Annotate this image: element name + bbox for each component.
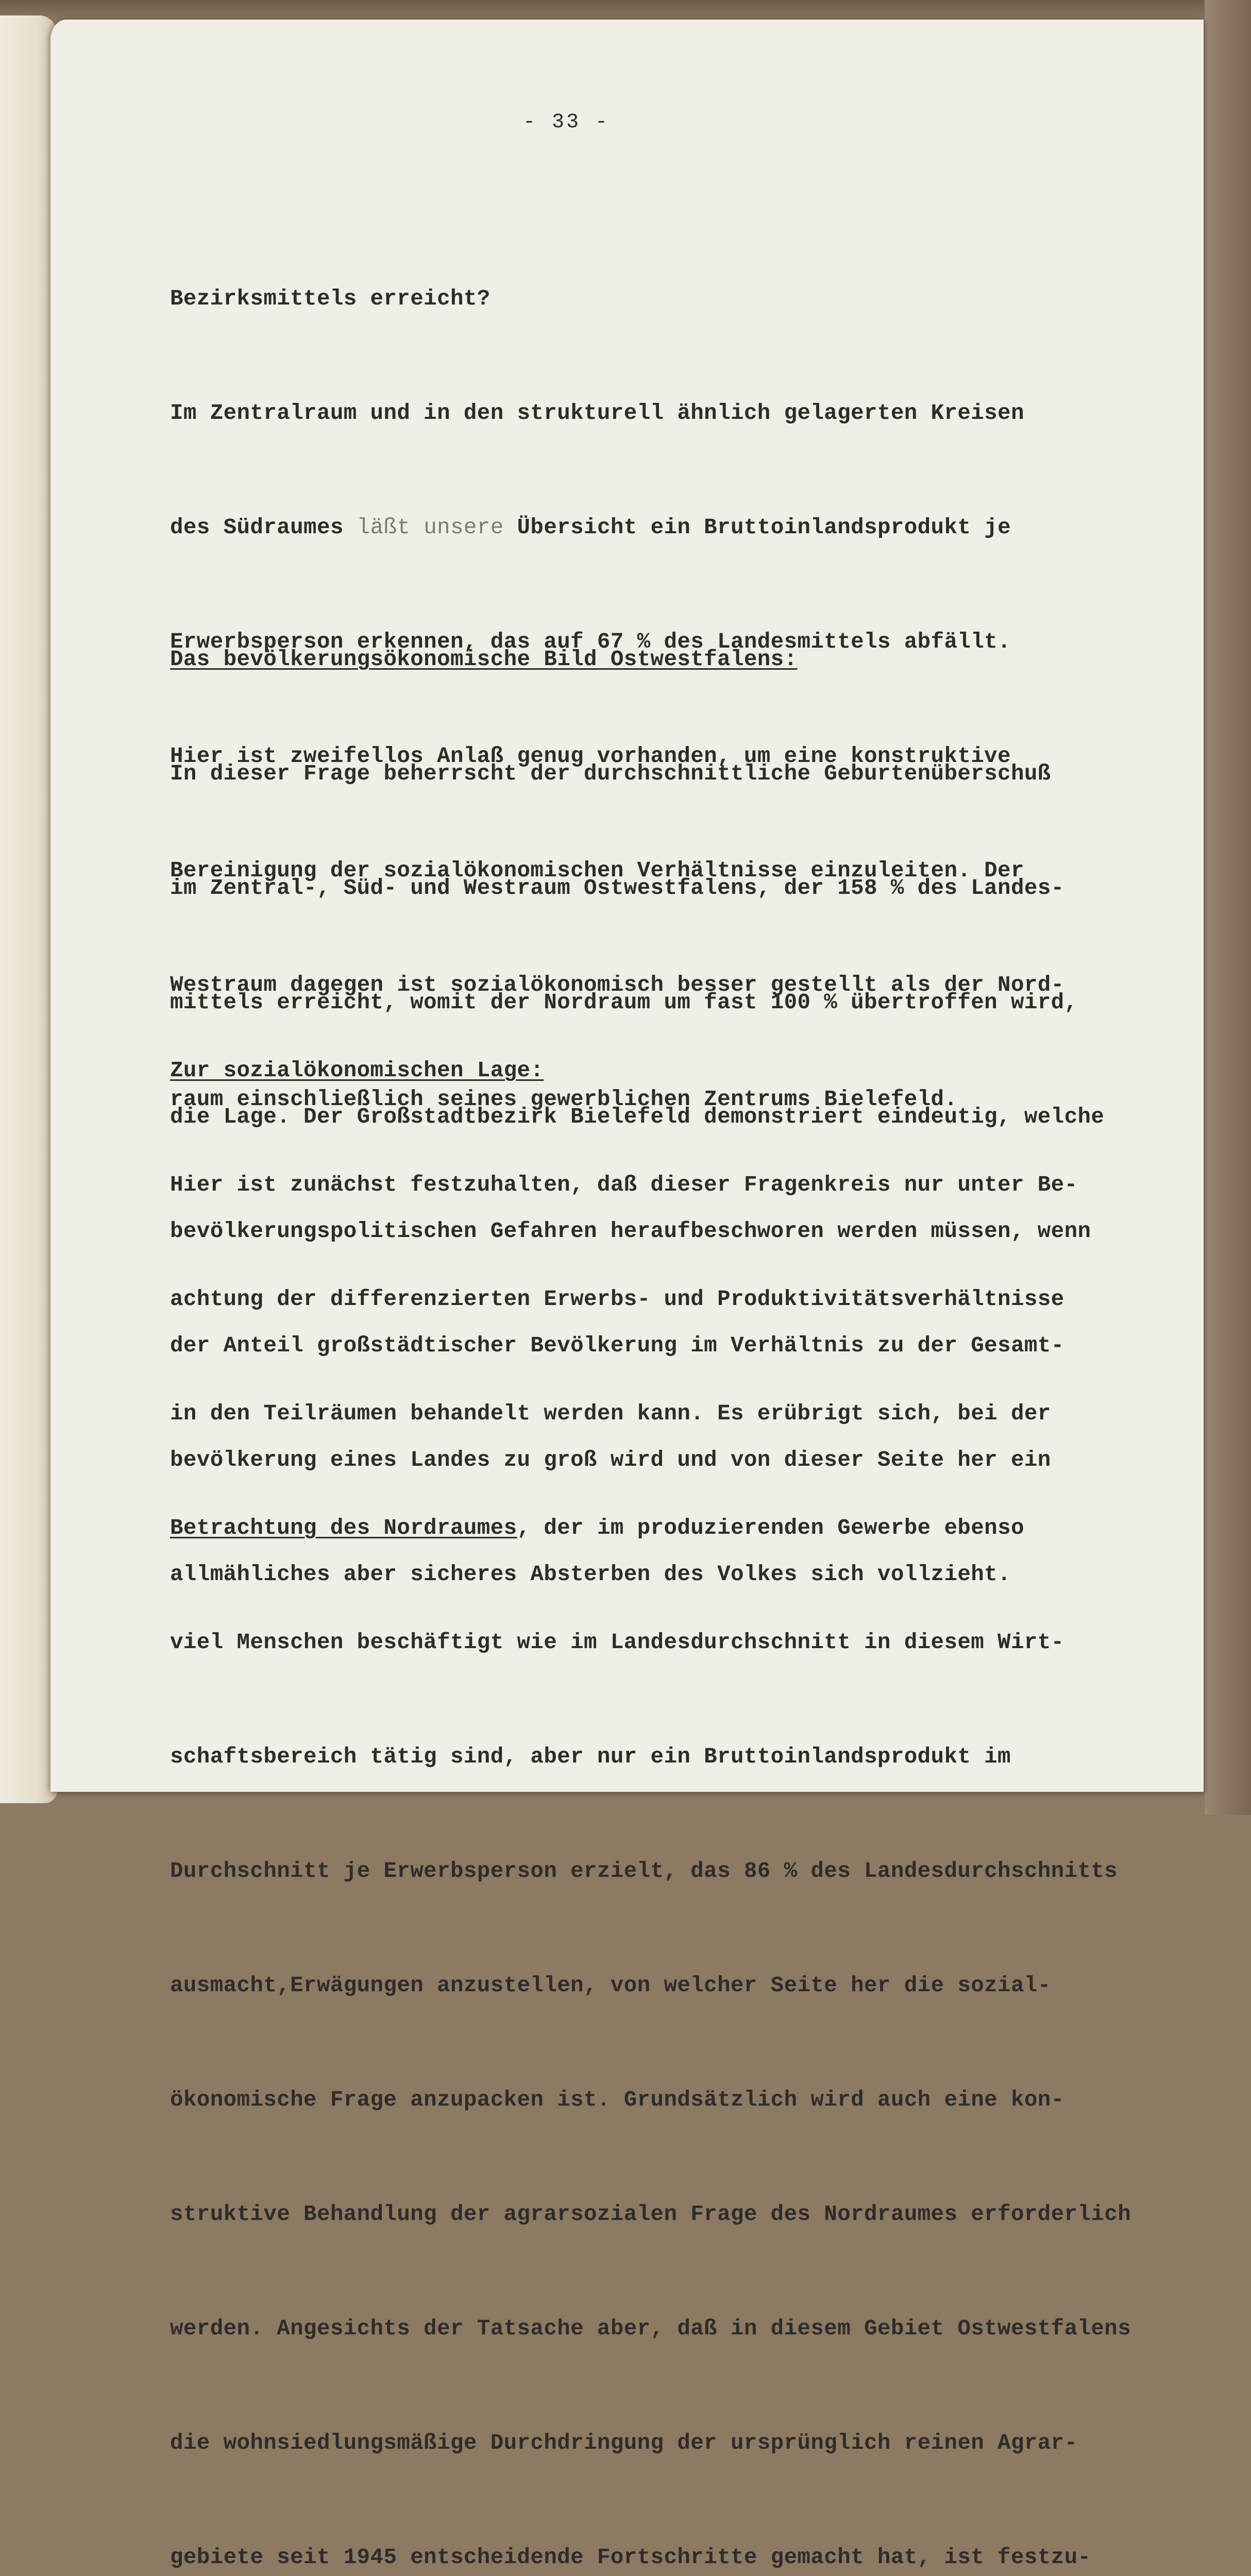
text-line: ausmacht,Erwägungen anzustellen, von welcher Seite her die sozial-	[170, 1973, 1051, 1998]
text-line: Hier ist zweifellos Anlaß genug vorhanden, um eine konstruktive	[170, 744, 1011, 769]
section-heading: Zur sozialökonomischen Lage:	[170, 1058, 544, 1083]
text-segment: Übersicht ein Bruttoinlandsprodukt je	[503, 515, 1011, 540]
text-line: raum einschließlich seines gewerblichen Zentrums Bielefeld.	[170, 1087, 958, 1112]
text-line: Westraum dagegen ist sozialökonomisch besser gestellt als der Nord-	[170, 973, 1064, 997]
text-line: In dieser Frage beherrscht der durchschnittliche Geburtenüberschuß	[170, 761, 1051, 786]
backdrop-top	[0, 0, 1251, 21]
text-line: mittels erreicht, womit der Nordraum um fast 100 % übertroffen wird,	[170, 990, 1078, 1015]
text-line: achtung der differenzierten Erwerbs- und Produktivitätsverhältnisse	[170, 1287, 1064, 1312]
text-segment: , der im produzierenden Gewerbe ebenso	[517, 1516, 1024, 1540]
text-line: allmähliches aber sicheres Absterben des Volkes sich vollzieht.	[170, 1562, 1011, 1587]
section-heading: Das bevölkerungsökonomische Bild Ostwestfalens:	[170, 647, 798, 672]
text-line: ökonomische Frage anzupacken ist. Grundsätzlich wird auch eine kon-	[170, 2088, 1064, 2112]
text-line: Erwerbsperson erkennen, das auf 67 % des Landesmittels abfällt.	[170, 630, 1011, 654]
text-line: bevölkerungspolitischen Gefahren heraufbeschworen werden müssen, wenn	[170, 1219, 1091, 1244]
text-line: werden. Angesichts der Tatsache aber, daß in diesem Gebiet Ostwestfalens	[170, 2316, 1131, 2341]
text-line: im Zentral-, Süd- und Westraum Ostwestfalens, der 158 % des Landes-	[170, 876, 1064, 901]
text-line: Durchschnitt je Erwerbsperson erzielt, das 86 % des Landesdurchschnitts	[170, 1859, 1118, 1884]
text-line: bevölkerung eines Landes zu groß wird und von dieser Seite her ein	[170, 1448, 1051, 1472]
text-line: Hier ist zunächst festzuhalten, daß dieser Fragenkreis nur unter Be-	[170, 1173, 1078, 1197]
text-line: der Anteil großstädtischer Bevölkerung im Verhältnis zu der Gesamt-	[170, 1333, 1064, 1358]
text-line: schaftsbereich tätig sind, aber nur ein Bruttoinlandsprodukt im	[170, 1744, 1011, 1769]
faint-text-segment: läßt unsere	[357, 515, 504, 540]
section-heading-line	[170, 1052, 1190, 1090]
inline-heading: Betrachtung des Nordraumes	[170, 1516, 517, 1540]
text-line	[170, 1509, 1190, 1547]
text-line: struktive Behandlung der agrarsozialen Frage des Nordraumes erforderlich	[170, 2202, 1131, 2227]
text-line: Bereinigung der sozialökonomischen Verhältnisse einzuleiten. Der	[170, 858, 1024, 883]
backdrop-right	[1205, 0, 1251, 1815]
text-line: die Lage. Der Großstadtbezirk Bielefeld demonstriert eindeutig, welche	[170, 1105, 1105, 1129]
text-line: Bezirksmittels erreicht?	[170, 286, 491, 311]
text-line	[170, 509, 1190, 547]
page-number: - 33 -	[523, 111, 610, 134]
text-line: gebiete seit 1945 entscheidende Fortschritte gemacht hat, ist festzu-	[170, 2545, 1091, 2570]
text-line: Im Zentralraum und in den strukturell ähnlich gelagerten Kreisen	[170, 401, 1024, 426]
text-line: die wohnsiedlungsmäßige Durchdringung der ursprünglich reinen Agrar-	[170, 2431, 1078, 2455]
section-heading-line	[170, 640, 1190, 679]
section-3	[170, 975, 1190, 2576]
text-line: in den Teilräumen behandelt werden kann. Es erübrigt sich, bei der	[170, 1401, 1051, 1426]
text-segment: des Südraumes	[170, 515, 357, 540]
text-line: viel Menschen beschäftigt wie im Landesdurchschnitt in diesem Wirt-	[170, 1630, 1064, 1655]
